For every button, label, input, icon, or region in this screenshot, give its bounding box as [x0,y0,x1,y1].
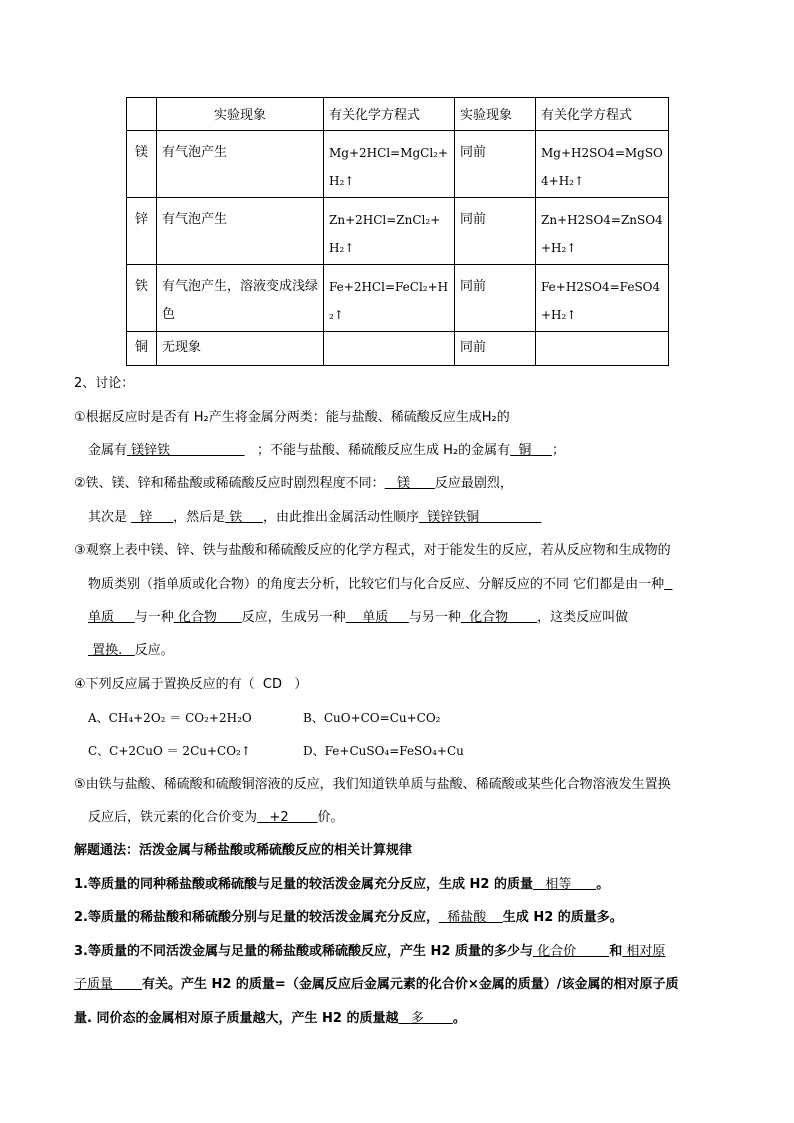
header-cell: 实验现象 [157,98,324,131]
phenomenon-cell: 有气泡产生 [157,198,324,265]
phenomenon-cell: 无现象 [157,332,324,366]
q5-line1: ⑤由铁与盐酸、稀硫酸和硫酸铜溶液的反应，我们知道铁单质与盐酸、稀硫酸或某些化合物溶液发生置换 [74,777,671,792]
phenomenon-cell: 同前 [455,265,536,332]
equation-cell: Mg+H2SO4=MgSO4+H₂↑ [536,131,669,198]
rule1-text-a: 1.等质量的同种稀盐酸或稀硫酸与足量的较活泼金属充分反应，生成 H2 的质量 [74,877,533,892]
q2-text-b: 反应最剧烈， [434,476,513,491]
q3-answer-4: 化合物 [469,610,509,625]
q3-line4 [88,642,174,660]
q3-answer-2: 化合物 [177,610,217,625]
method-rule-3-line1 [74,943,665,961]
q1-text-b: ；不能与盐酸、稀硫酸反应生成 H₂的金属有 [256,443,511,458]
q2-answer-4: 镁锌铁铜 [427,510,480,525]
method-title: 解题通法：活泼金属与稀盐酸或稀硫酸反应的相关计算规律 [74,843,413,858]
q2-answer-2: 锌 [139,510,153,525]
rule2-text-b: 生成 H2 的质量多。 [502,910,623,925]
equation-cell: Fe+H2SO4=FeSO4+H₂↑ [536,265,669,332]
equation-cell: Fe+2HCl=FeCl₂+H₂↑ [324,265,455,332]
rule3-text-b: 和 [609,944,623,959]
rule2-answer: 稀盐酸 [447,910,487,925]
q5-answer: +2 [269,810,289,825]
q2-line1 [74,475,513,493]
q2-text-d: ，然后是 [173,510,226,525]
q4-text-a: ④下列反应属于置换反应的有（ [74,677,255,692]
q2-text-e: ，由此推出金属活动性顺序 [262,510,419,525]
q3-text-c: 与一种 [134,610,174,625]
q3-text-f: ，这类反应叫做 [537,610,629,625]
q3-line2 [88,576,672,594]
q2-text-a: ②铁、镁、锌和稀盐酸或稀硫酸反应时剧烈程度不同： [74,476,385,491]
rule3-text-e: 。 [452,1011,466,1026]
q4-option-a: A、CH₄+2O₂ ＝ CO₂+2H₂O [88,711,252,725]
method-rule-3-line3 [74,1010,466,1028]
equation-cell [324,332,455,366]
header-cell: 有关化学方程式 [324,98,455,131]
q1-text-c: ； [552,443,566,458]
rule1-answer: 相等 [545,877,572,892]
q5-text-b: 价。 [317,810,344,825]
metal-cell: 铁 [127,265,157,332]
phenomenon-cell: 有气泡产生，溶液变成浅绿色 [157,265,324,332]
q1-text-a: 金属有 [88,443,128,458]
rule1-text-b: 。 [596,877,610,892]
q4-line1 [74,676,307,694]
q5-text-a: 反应后，铁元素的化合价变为 [88,810,258,825]
rule3-text-d: 量. 同价态的金属相对原子质量越大，产生 H2 的质量越 [74,1011,399,1026]
q3-answer-5: 置换. [92,643,135,658]
q3-answer-3: 单质 [362,610,389,625]
metal-cell: 锌 [127,198,157,265]
metal-cell: 镁 [127,131,157,198]
q3-line1: ③观察上表中镁、锌、铁与盐酸和稀硫酸反应的化学方程式，对于能发生的反应，若从反应物和生成物的 [74,543,671,558]
table-row [127,131,669,198]
q1-line1: ①根据反应时是否有 H₂产生将金属分两类：能与盐酸、稀硫酸反应生成H₂的 [74,410,510,425]
phenomenon-cell: 同前 [455,198,536,265]
q4-option-b: B、CuO+CO=Cu+CO₂ [303,711,441,725]
experiment-table [126,97,669,366]
phenomenon-cell: 有气泡产生 [157,131,324,198]
q3-text-d: 反应，生成另一种 [241,610,346,625]
q1-answer-2: 铜 [518,443,532,458]
q2-answer-3: 铁 [229,510,243,525]
discussion-heading: 2、讨论： [74,376,135,391]
method-rule-3-line2 [74,976,678,994]
equation-cell: Zn+H2SO4=ZnSO4+H₂↑ [536,198,669,265]
rule2-text-a: 2.等质量的稀盐酸和稀硫酸分别与足量的较活泼金属充分反应， [74,910,439,925]
phenomenon-cell: 同前 [455,332,536,366]
rule3-answer-2: 相对原 [626,944,666,959]
table-row [127,198,669,265]
table-header-row [127,98,669,131]
equation-cell: Zn+2HCl=ZnCl₂+H₂↑ [324,198,455,265]
rule3-text-a: 3.等质量的不同活泼金属与足量的稀盐酸或稀硫酸反应，产生 H2 质量的多少与 [74,944,533,959]
table-row [127,265,669,332]
equation-cell: Mg+2HCl=MgCl₂+H₂↑ [324,131,455,198]
q2-line2 [88,509,541,527]
q3-line3 [88,609,628,627]
q3-answer-1: 单质 [88,610,115,625]
table-row [127,332,669,366]
q3-text-e: 与另一种 [408,610,461,625]
q4-text-b: ） [294,677,308,692]
q3-text-b: 它们都是由一种 [573,577,665,592]
q3-text-a: 物质类别（指单质或化合物）的角度去分析，比较它们与化合反应、分解反应的不同 [88,577,570,592]
method-rule-1 [74,876,609,894]
rule3-answer-1: 化合价 [537,944,577,959]
equation-cell [536,332,669,366]
q1-line2 [88,442,565,460]
q2-text-c: 其次是 [88,510,128,525]
rule3-text-c: 有关。产生 H2 的质量=（金属反应后金属元素的化合价×金属的质量）/该金属的相对原子质 [141,977,679,992]
header-cell [127,98,157,131]
q4-option-c: C、C+2CuO ＝ 2Cu+CO₂↑ [88,744,251,758]
header-cell: 实验现象 [455,98,536,131]
rule3-answer-3: 子质量 [74,977,114,992]
q5-line2 [88,809,344,827]
metal-cell: 铜 [127,332,157,366]
header-cell: 有关化学方程式 [536,98,669,131]
q2-answer-1: 镁 [397,476,411,491]
q4-option-d: D、Fe+CuSO₄=FeSO₄+Cu [303,744,464,758]
q4-answer: CD [262,677,283,692]
q3-text-g: 反应。 [134,643,174,658]
method-rule-2 [74,909,623,927]
phenomenon-cell: 同前 [455,131,536,198]
rule3-answer-4: 多 [410,1011,424,1026]
q1-answer-1: 镁锌铁 [131,443,171,458]
